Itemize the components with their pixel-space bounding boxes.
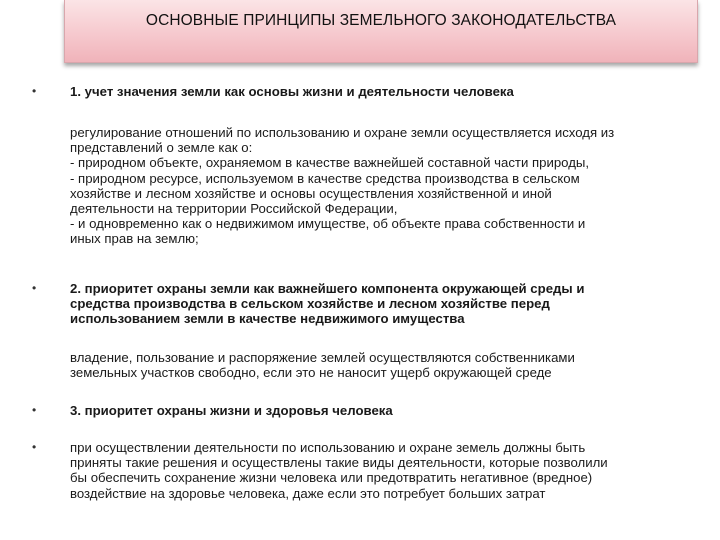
text-line: бы обеспечить сохранение жизни человека или предотвратить негативное (вредное) [70,470,593,486]
text-line: использованием земли в качестве недвижимого имущества [70,311,465,327]
bullet-marker: • [32,440,37,454]
text-line: деятельности на территории Российской Федерации, [70,201,398,217]
bullet-marker: • [32,281,37,295]
text-line: - и одновременно как о недвижимом имуществе, об объекте права собственности и [70,216,586,232]
slide-title: ОСНОВНЫЕ ПРИНЦИПЫ ЗЕМЕЛЬНОГО ЗАКОНОДАТЕЛЬСТВА [145,12,617,29]
text-line: воздействие на здоровье человека, даже если это потребует больших затрат [70,485,546,501]
principle-1-description [70,125,690,247]
text-line: регулирование отношений по использованию и охране земли осуществляется исходя из [70,125,615,140]
bullet-marker: • [32,403,37,417]
bullet-marker: • [32,84,37,98]
principle-3-heading: 3. приоритет охраны жизни и здоровья человека [70,403,393,418]
text-line: - природном ресурсе, используемом в качестве средства производства в сельском [70,170,580,186]
title-banner [64,0,698,63]
principle-3-description [70,440,690,501]
principle-2-heading [70,281,690,327]
text-line: средства производства в сельском хозяйстве и лесном хозяйстве перед [70,296,550,312]
text-line: иных прав на землю; [70,231,199,247]
text-line: хозяйстве и лесном хозяйстве и основы осуществления хозяйственной и иной [70,185,552,201]
text-line: приняты такие решения и осуществлены такие виды деятельности, которые позволили [70,455,608,471]
text-line: владение, пользование и распоряжение землей осуществляются собственниками [70,350,575,365]
text-line: при осуществлении деятельности по использованию и охране земель должны быть [70,440,586,455]
principle-1-heading: 1. учет значения земли как основы жизни и деятельности человека [70,84,514,99]
text-line: 2. приоритет охраны земли как важнейшего компонента окружающей среды и [70,281,585,296]
text-line: - природном объекте, охраняемом в качестве важнейшей составной части природы, [70,155,590,171]
text-line: земельных участков свободно, если это не наносит ущерб окружающей среде [70,365,552,381]
text-line: представлений о земле как о: [70,140,253,156]
principle-2-description [70,350,690,380]
